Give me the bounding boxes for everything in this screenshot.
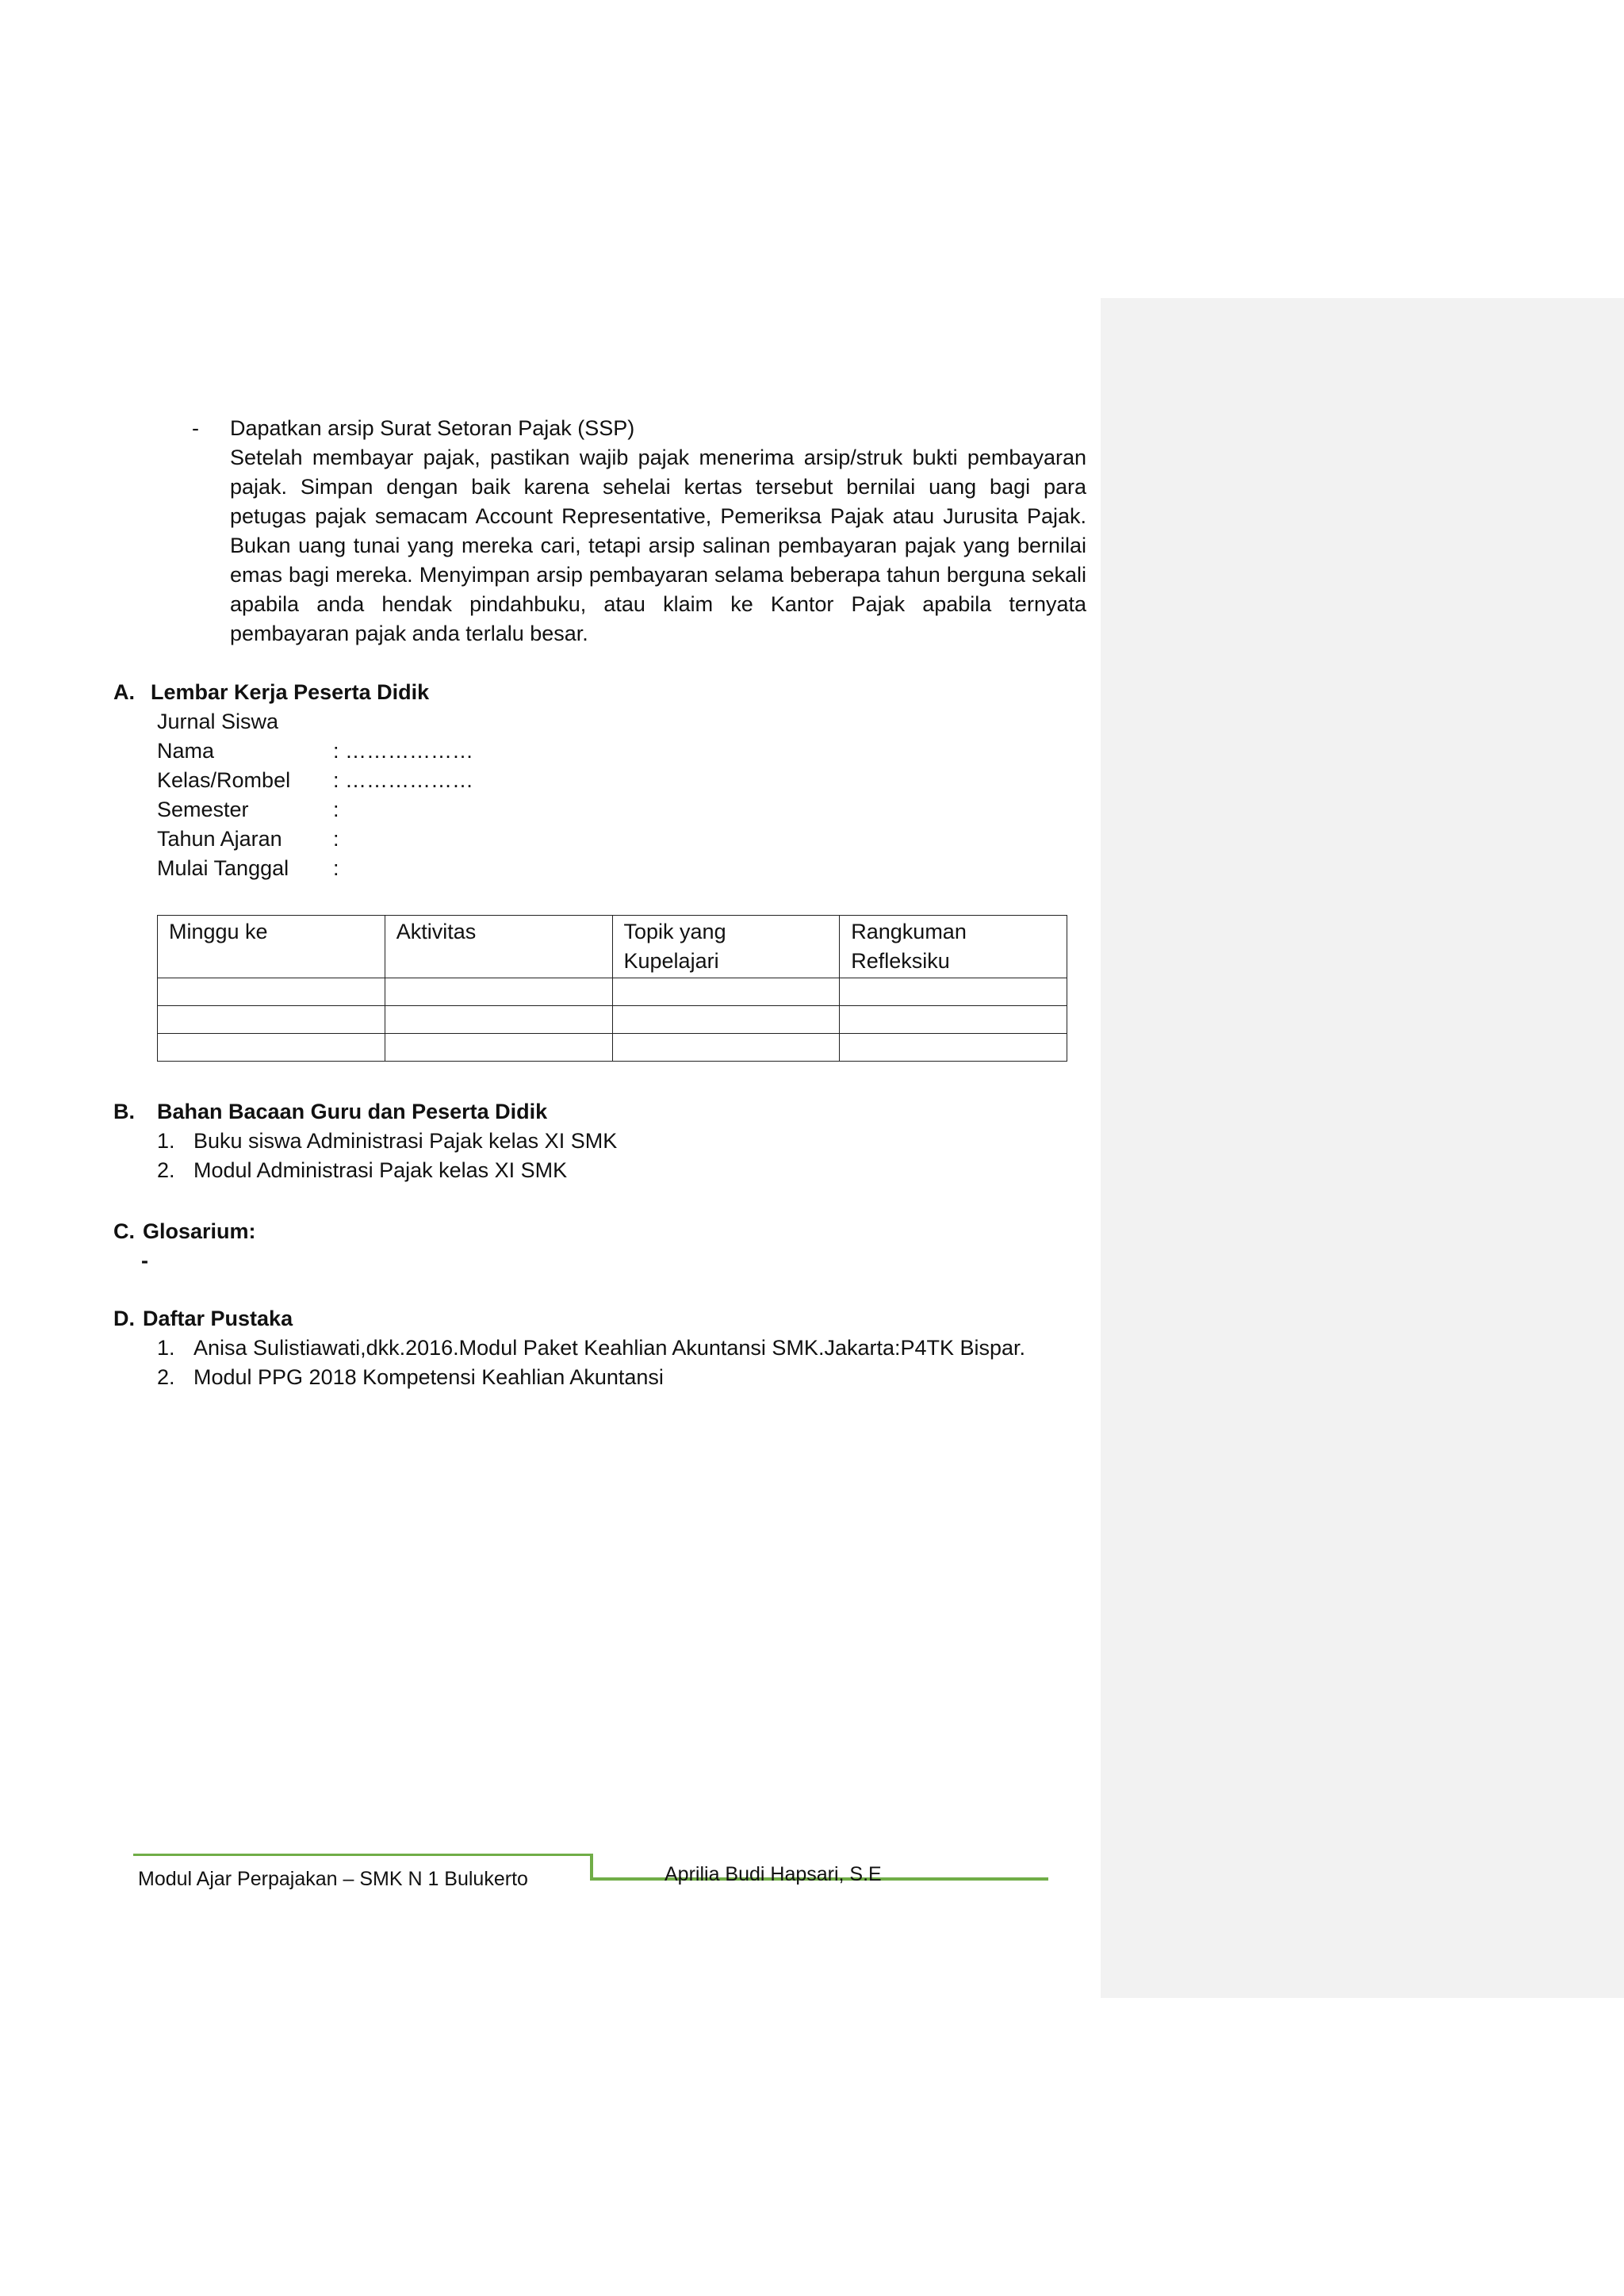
field-row-kelas	[157, 766, 633, 795]
section-c-heading	[113, 1217, 256, 1246]
field-value: :	[333, 798, 339, 821]
table-cell[interactable]	[385, 978, 612, 1006]
section-b-letter: B.	[113, 1100, 135, 1123]
section-a-letter: A.	[113, 680, 135, 704]
section-d-letter: D.	[113, 1307, 135, 1330]
section-a-title: Lembar Kerja Peserta Didik	[151, 680, 430, 704]
field-label: Tahun Ajaran	[157, 827, 282, 851]
bullet-title: Dapatkan arsip Surat Setoran Pajak (SSP)	[230, 416, 635, 440]
table-header-cell	[612, 916, 840, 978]
field-row-semester	[157, 795, 633, 825]
table-row	[158, 1034, 1067, 1062]
jurnal-siswa-block	[157, 707, 633, 883]
section-b-title: Bahan Bacaan Guru dan Peserta Didik	[157, 1100, 548, 1123]
table-header-cell	[158, 916, 385, 978]
table-cell[interactable]	[158, 1034, 385, 1062]
field-value: :	[333, 827, 339, 851]
list-item	[157, 1363, 1025, 1392]
header-line: Minggu ke	[169, 920, 268, 943]
table-row	[158, 978, 1067, 1006]
list-item	[157, 1334, 1025, 1363]
section-d-list	[157, 1334, 1025, 1392]
list-number: 2.	[157, 1365, 175, 1389]
table-cell[interactable]	[840, 1034, 1067, 1062]
field-row-mulai-tanggal	[157, 854, 633, 883]
list-text: Modul Administrasi Pajak kelas XI SMK	[193, 1158, 568, 1182]
table-cell[interactable]	[158, 1006, 385, 1034]
section-d-heading	[113, 1304, 293, 1334]
list-text: Buku siswa Administrasi Pajak kelas XI SMK	[193, 1129, 618, 1153]
list-text: Anisa Sulistiawati,dkk.2016.Modul Paket Keahlian Akuntansi SMK.Jakarta:P4TK Bispar.	[193, 1336, 1026, 1360]
header-line: Refleksiku	[851, 949, 950, 973]
table-cell[interactable]	[385, 1006, 612, 1034]
field-value: : ………………	[333, 768, 474, 792]
field-row-nama	[157, 737, 633, 766]
field-value: : ………………	[333, 739, 474, 763]
jurnal-title: Jurnal Siswa	[157, 710, 279, 733]
table-cell[interactable]	[612, 1034, 840, 1062]
footer-module-title: Modul Ajar Perpajakan – SMK N 1 Bulukerto	[138, 1868, 528, 1890]
field-value: :	[333, 856, 339, 880]
table-row	[158, 1006, 1067, 1034]
comment-margin-pane	[1101, 298, 1624, 1998]
section-b-list	[157, 1127, 617, 1185]
header-line: Topik yang	[623, 920, 726, 943]
bullet-paragraph: Setelah membayar pajak, pastikan wajib pajak menerima arsip/struk bukti pembayaran pajak. Simpan dengan baik karena sehelai kertas tersebut bernilai uang bagi para petugas pajak semacam Account Representative, Pemeriksa Pajak atau Jurusita Pajak. Bukan uang tunai yang mereka cari, tetapi arsip salinan pembayaran pajak yang bernilai emas bagi mereka. Menyimpan arsip pembayaran selama beberapa tahun berguna sekali apabila anda hendak pindahbuku, atau klaim ke Kantor Pajak apabila ternyata pembayaran pajak anda terlalu besar.	[230, 446, 1086, 645]
list-item	[157, 1156, 617, 1185]
section-d-title: Daftar Pustaka	[143, 1307, 293, 1330]
field-label: Mulai Tanggal	[157, 856, 289, 880]
bullet-dash: -	[192, 416, 199, 440]
header-line: Aktivitas	[396, 920, 477, 943]
table-cell[interactable]	[385, 1034, 612, 1062]
list-number: 2.	[157, 1158, 175, 1182]
table-header-cell	[840, 916, 1067, 978]
table-header-cell	[385, 916, 612, 978]
table-cell[interactable]	[612, 978, 840, 1006]
section-b-heading	[113, 1097, 547, 1127]
list-item	[157, 1127, 617, 1156]
header-line: Kupelajari	[623, 949, 719, 973]
field-label: Kelas/Rombel	[157, 768, 291, 792]
glosarium-dash: -	[141, 1249, 148, 1272]
worksheet-table	[157, 915, 1067, 1062]
table-cell[interactable]	[158, 978, 385, 1006]
field-label: Semester	[157, 798, 249, 821]
header-line: Rangkuman	[851, 920, 967, 943]
list-text: Modul PPG 2018 Kompetensi Keahlian Akuntansi	[193, 1365, 664, 1389]
section-c-letter: C.	[113, 1219, 135, 1243]
table-cell[interactable]	[840, 1006, 1067, 1034]
table-cell[interactable]	[840, 978, 1067, 1006]
list-number: 1.	[157, 1129, 175, 1153]
table-cell[interactable]	[612, 1006, 840, 1034]
section-a-heading	[113, 678, 429, 707]
field-label: Nama	[157, 739, 215, 763]
list-number: 1.	[157, 1336, 175, 1360]
jurnal-title-row	[157, 707, 633, 737]
field-row-tahun-ajaran	[157, 825, 633, 854]
bullet-body	[230, 414, 1086, 649]
section-c-title: Glosarium:	[143, 1219, 256, 1243]
table-header-row	[158, 916, 1067, 978]
footer-author: Aprilia Budi Hapsari, S.E	[665, 1863, 882, 1885]
